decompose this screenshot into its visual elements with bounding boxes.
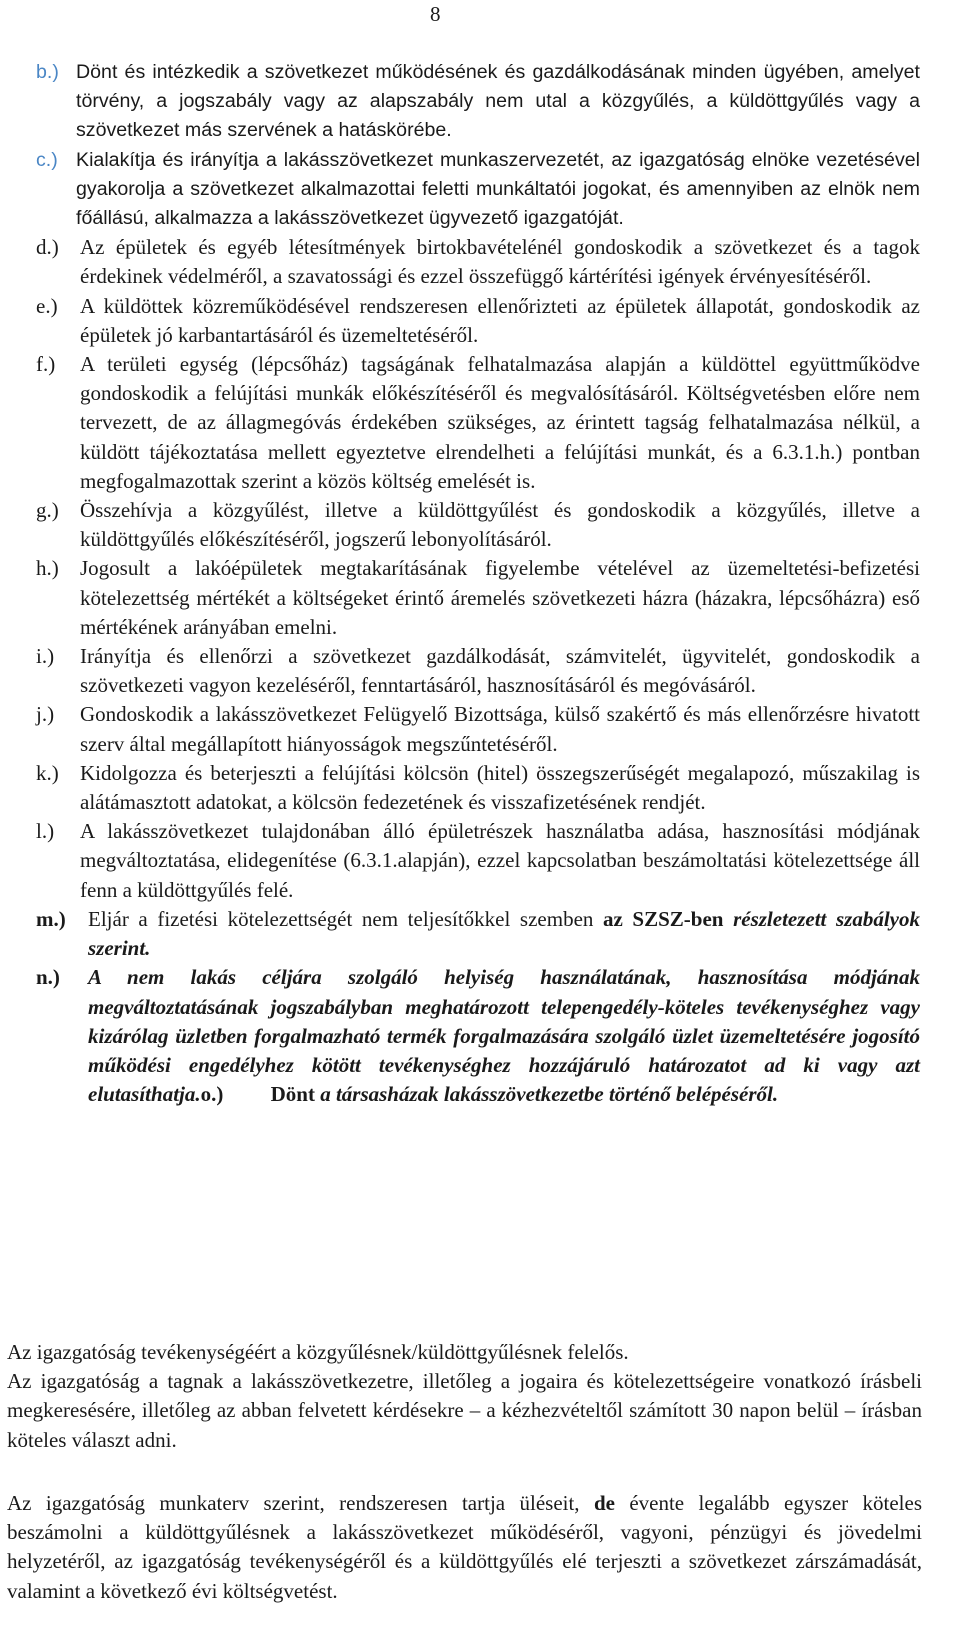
item-label: f.) bbox=[36, 352, 56, 377]
list-item-e bbox=[36, 292, 920, 350]
item-o-label bbox=[201, 1082, 224, 1106]
item-label: b.) bbox=[36, 61, 59, 83]
list-item-n bbox=[36, 963, 920, 1109]
list-item-d bbox=[36, 233, 920, 291]
paragraph-meetings bbox=[7, 1489, 922, 1606]
meetings-text-a: Az igazgatóság munkaterv szerint, rendszeresen tartja üléseit, bbox=[7, 1491, 594, 1515]
item-text: Kidolgozza és beterjeszti a felújítási kölcsön (hitel) összegszerűségét megalapozó, műszakilag is alátámasztott adatokat, a kölcsön fedezetének és visszafizetésének rendjét. bbox=[80, 760, 920, 815]
item-label: k.) bbox=[36, 760, 59, 785]
item-text: Az épületek és egyéb létesítmények birtokbavételénél gondoskodik a szövetkezet és a tagok érdekinek védelméről, a szavatossági és ezzel összefüggő kártérítési igények érvényesítéséről. bbox=[80, 235, 920, 289]
item-label: m.) bbox=[36, 906, 66, 931]
list-item-g bbox=[36, 496, 920, 554]
item-text-bold-italic: A nem lakás céljára szolgáló helyiség használatának, hasznosítása módjának megváltoztatásának jogszabályban meghatározott telepengedély-köteles tevékenységhez vagy kizárólag üzletben forgalmazható termék forgalmazására szolgáló üzlet üzemeltetésére jogosító működési engedélyhez kötött tevékenységhez hozzájáruló határozatot ad ki vagy azt elutasíthatja. bbox=[88, 965, 920, 1107]
item-text-bold: az SZSZ-ben bbox=[603, 906, 734, 931]
item-label: n.) bbox=[36, 965, 60, 990]
item-text: A küldöttek közreműködésével rendszeresen ellenőrizteti az épületek állapotát, gondoskodik az épületek jó karbantartásáról és üzemeltetéséről. bbox=[80, 293, 920, 347]
item-text: Jogosult a lakóépületek megtakarításának figyelembe vételével az üzemeltetési-befizetési kötelezettség mértékét a költségeket érintő áremelés szövetkezeti házra (házakra, lépcsőházra) eső mértékének arányában emelni. bbox=[80, 556, 920, 639]
closing-paragraphs bbox=[7, 1338, 922, 1455]
item-text: A területi egység (lépcsőház) tagságának felhatalmazása alapján a küldöttel együttműködve gondoskodik a felújítási munkák előkészítéséről és megvalósításáról. Költségvetésben előre nem tervezett, de az állagmegóvás érdekében szükséges, az érintett tagság felhatalmazása nélkül, a küldött tájékoztatása mellett egyeztetve elrendelheti a felújítási munkát, és a 6.3.1.h.) pontban megfogalmazottak szerint a közös költség emelését is. bbox=[80, 352, 920, 493]
list-item-k bbox=[36, 759, 920, 817]
duties-list bbox=[36, 58, 920, 1109]
item-text: A lakásszövetkezet tulajdonában álló épületrészek használatba adása, hasznosítási módjának megváltoztatása, elidegenítése (6.3.1.alapján), ezzel kapcsolatban beszámoltatási kötelezettsége áll fenn a küldöttgyűlés felé. bbox=[80, 819, 920, 902]
paragraph-response-obligation: Az igazgatóság a tagnak a lakásszövetkezetre, illetőleg a jogaira és kötelezettségeire vonatkozó írásbeli megkeresésére, illetőleg az abban felvetett kérdésekre – a kézhezvételtől számított 30 napon belül – írásban köteles választ adni. bbox=[7, 1369, 922, 1452]
o-label-text: o.) bbox=[200, 1082, 224, 1107]
list-item-c bbox=[36, 146, 920, 234]
item-o-text-2: a társasházak lakásszövetkezetbe történő belépéséről. bbox=[320, 1082, 779, 1107]
list-item-l bbox=[36, 817, 920, 905]
item-text-bold-italic: részletezett szabályok szerint. bbox=[88, 906, 920, 961]
list-item-m bbox=[36, 905, 920, 963]
item-text: Összehívja a közgyűlést, illetve a küldöttgyűlést és gondoskodik a közgyűlés, illetve a küldöttgyűlés előkészítéséről, jogszerű lebonyolításáról. bbox=[80, 498, 920, 552]
item-o-text-1: Dönt bbox=[270, 1082, 315, 1107]
list-item-h bbox=[36, 554, 920, 642]
item-text: Gondoskodik a lakásszövetkezet Felügyelő Bizottsága, külső szakértő és más ellenőrzésre hivatott szerv által megállapított hiányosságok megszűntetéséről. bbox=[80, 702, 920, 756]
list-item-f bbox=[36, 350, 920, 496]
item-text: Irányítja és ellenőrzi a szövetkezet gazdálkodását, számvitelét, ügyvitelét, gondoskodik a szövetkezeti vagyon kezeléséről, fenntartásáról, hasznosításáról és megóvásáról. bbox=[80, 644, 920, 698]
list-item-j bbox=[36, 700, 920, 758]
meetings-text-bold: de bbox=[593, 1491, 615, 1515]
list-item-b bbox=[36, 58, 920, 146]
item-text bbox=[88, 905, 920, 963]
item-label: g.) bbox=[36, 498, 59, 523]
item-label: h.) bbox=[36, 556, 59, 581]
meetings-text-c: évente legalább egyszer köteles beszámolni a küldöttgyűlésnek a lakásszövetkezet működéséről, vagyoni, pénzügyi és jövedelmi helyzetéről, az igazgatóság tevékenységéről és a küldöttgyűlés elé terjeszti a szövetkezet zárszámadását, valamint a következő évi költségvetést. bbox=[7, 1491, 922, 1603]
list-item-i bbox=[36, 642, 920, 700]
item-label: d.) bbox=[36, 235, 59, 260]
item-label: e.) bbox=[36, 293, 58, 318]
item-label: l.) bbox=[36, 819, 55, 844]
item-label: j.) bbox=[36, 702, 55, 727]
item-text bbox=[88, 963, 920, 1109]
item-text-plain: Eljár a fizetési kötelezettségét nem teljesítőkkel szemben bbox=[88, 906, 603, 931]
paragraph-responsibility: Az igazgatóság tevékenységéért a közgyűlésnek/küldöttgyűlésnek felelős. bbox=[7, 1340, 629, 1364]
item-text: Kialakítja és irányítja a lakásszövetkezet munkaszervezetét, az igazgatóság elnöke vezetésével gyakorolja a szövetkezet alkalmazottai feletti munkáltatói jogokat, és amennyiben az elnök nem főállású, alkalmazza a lakásszövetkezet ügyvezető igazgatóját. bbox=[76, 148, 920, 230]
page-number: 8 bbox=[430, 2, 441, 26]
item-text: Dönt és intézkedik a szövetkezet működésének és gazdálkodásának minden ügyében, amelyet törvény, a jogszabály vagy az alapszabály nem utal a közgyűlés, a küldöttgyűlés vagy a szövetkezet más szervének a hatáskörébe. bbox=[76, 61, 920, 142]
paragraph-meetings-text bbox=[7, 1489, 922, 1606]
item-label: i.) bbox=[36, 644, 55, 669]
item-label: c.) bbox=[36, 148, 58, 171]
